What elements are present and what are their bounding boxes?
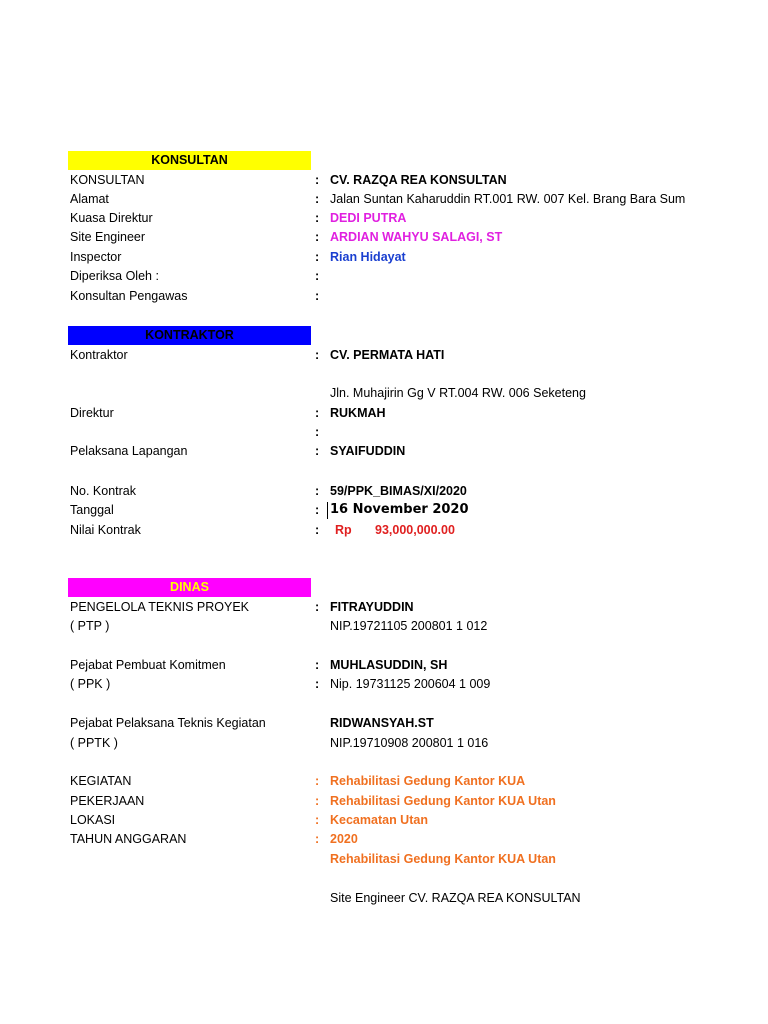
alamat-label: Alamat bbox=[70, 192, 109, 206]
kegiatan-value: Rehabilitasi Gedung Kantor KUA bbox=[330, 774, 526, 788]
kuasa-direktur-value: DEDI PUTRA bbox=[330, 211, 407, 225]
signature-line: Site Engineer CV. RAZQA REA KONSULTAN bbox=[330, 891, 581, 905]
kontraktor-address: Jln. Muhajirin Gg V RT.004 RW. 006 Seketeng bbox=[330, 386, 586, 400]
direktur-label: Direktur bbox=[70, 406, 114, 420]
colon: : bbox=[315, 600, 320, 614]
nilai-kontrak-value: 93,000,000.00 bbox=[375, 523, 455, 537]
colon: : bbox=[315, 813, 320, 827]
colon: : bbox=[315, 289, 320, 303]
konsultan-header: KONSULTAN bbox=[68, 151, 311, 170]
tahun-anggaran-label: TAHUN ANGGARAN bbox=[70, 832, 187, 846]
colon: : bbox=[315, 523, 320, 537]
lokasi-label: LOKASI bbox=[70, 813, 116, 827]
colon: : bbox=[315, 406, 320, 420]
ppk-label: Pejabat Pembuat Komitmen bbox=[70, 658, 226, 672]
konsultan-pengawas-label: Konsultan Pengawas bbox=[70, 289, 188, 303]
text-cursor bbox=[327, 502, 328, 519]
direktur-value: RUKMAH bbox=[330, 406, 386, 420]
no-kontrak-value: 59/PPK_BIMAS/XI/2020 bbox=[330, 484, 467, 498]
project-title: Rehabilitasi Gedung Kantor KUA Utan bbox=[330, 852, 556, 866]
diperiksa-oleh-label: Diperiksa Oleh : bbox=[70, 269, 159, 283]
colon: : bbox=[315, 192, 320, 206]
colon: : bbox=[315, 173, 320, 187]
colon: : bbox=[315, 794, 320, 808]
ptp-name: FITRAYUDDIN bbox=[330, 600, 414, 614]
tahun-anggaran-value: 2020 bbox=[330, 832, 358, 846]
site-engineer-label: Site Engineer bbox=[70, 230, 146, 244]
pelaksana-lapangan-value: SYAIFUDDIN bbox=[330, 444, 406, 458]
tanggal-label: Tanggal bbox=[70, 503, 114, 517]
kontraktor-label: Kontraktor bbox=[70, 348, 128, 362]
alamat-value: Jalan Suntan Kaharuddin RT.001 RW. 007 Kel. Brang Bara Sum bbox=[330, 192, 686, 206]
ppk-nip: Nip. 19731125 200604 1 009 bbox=[330, 677, 491, 691]
colon: : bbox=[315, 832, 320, 846]
colon: : bbox=[315, 211, 320, 225]
colon: : bbox=[315, 230, 320, 244]
ppk-name: MUHLASUDDIN, SH bbox=[330, 658, 448, 672]
pptk-name: RIDWANSYAH.ST bbox=[330, 716, 434, 730]
kontraktor-name: CV. PERMATA HATI bbox=[330, 348, 445, 362]
ptp-label: PENGELOLA TEKNIS PROYEK bbox=[70, 600, 250, 614]
nilai-kontrak-label: Nilai Kontrak bbox=[70, 523, 141, 537]
pptk-abbrev: ( PPTK ) bbox=[70, 736, 118, 750]
no-kontrak-label: No. Kontrak bbox=[70, 484, 137, 498]
colon: : bbox=[315, 348, 320, 362]
konsultan-label: KONSULTAN bbox=[70, 173, 145, 187]
tanggal-value[interactable]: 16 November 2020 bbox=[330, 502, 469, 517]
pekerjaan-value: Rehabilitasi Gedung Kantor KUA Utan bbox=[330, 794, 556, 808]
konsultan-name: CV. RAZQA REA KONSULTAN bbox=[330, 173, 507, 187]
colon: : bbox=[315, 250, 320, 264]
kegiatan-label: KEGIATAN bbox=[70, 774, 132, 788]
pelaksana-lapangan-label: Pelaksana Lapangan bbox=[70, 444, 188, 458]
kontraktor-header: KONTRAKTOR bbox=[68, 326, 311, 345]
currency-label: Rp bbox=[335, 523, 352, 537]
ptp-abbrev: ( PTP ) bbox=[70, 619, 110, 633]
inspector-value: Rian Hidayat bbox=[330, 250, 406, 264]
colon: : bbox=[315, 484, 320, 498]
ppk-abbrev: ( PPK ) bbox=[70, 677, 111, 691]
inspector-label: Inspector bbox=[70, 250, 122, 264]
pptk-nip: NIP.19710908 200801 1 016 bbox=[330, 736, 489, 750]
colon: : bbox=[315, 774, 320, 788]
ptp-nip: NIP.19721105 200801 1 012 bbox=[330, 619, 488, 633]
kuasa-direktur-label: Kuasa Direktur bbox=[70, 211, 153, 225]
dinas-header: DINAS bbox=[68, 578, 311, 597]
pekerjaan-label: PEKERJAAN bbox=[70, 794, 145, 808]
colon: : bbox=[315, 677, 320, 691]
site-engineer-value: ARDIAN WAHYU SALAGI, ST bbox=[330, 230, 503, 244]
colon: : bbox=[315, 269, 320, 283]
colon: : bbox=[315, 444, 320, 458]
colon: : bbox=[315, 503, 320, 517]
colon: : bbox=[315, 425, 320, 439]
lokasi-value: Kecamatan Utan bbox=[330, 813, 428, 827]
pptk-label: Pejabat Pelaksana Teknis Kegiatan bbox=[70, 716, 266, 730]
colon: : bbox=[315, 658, 320, 672]
